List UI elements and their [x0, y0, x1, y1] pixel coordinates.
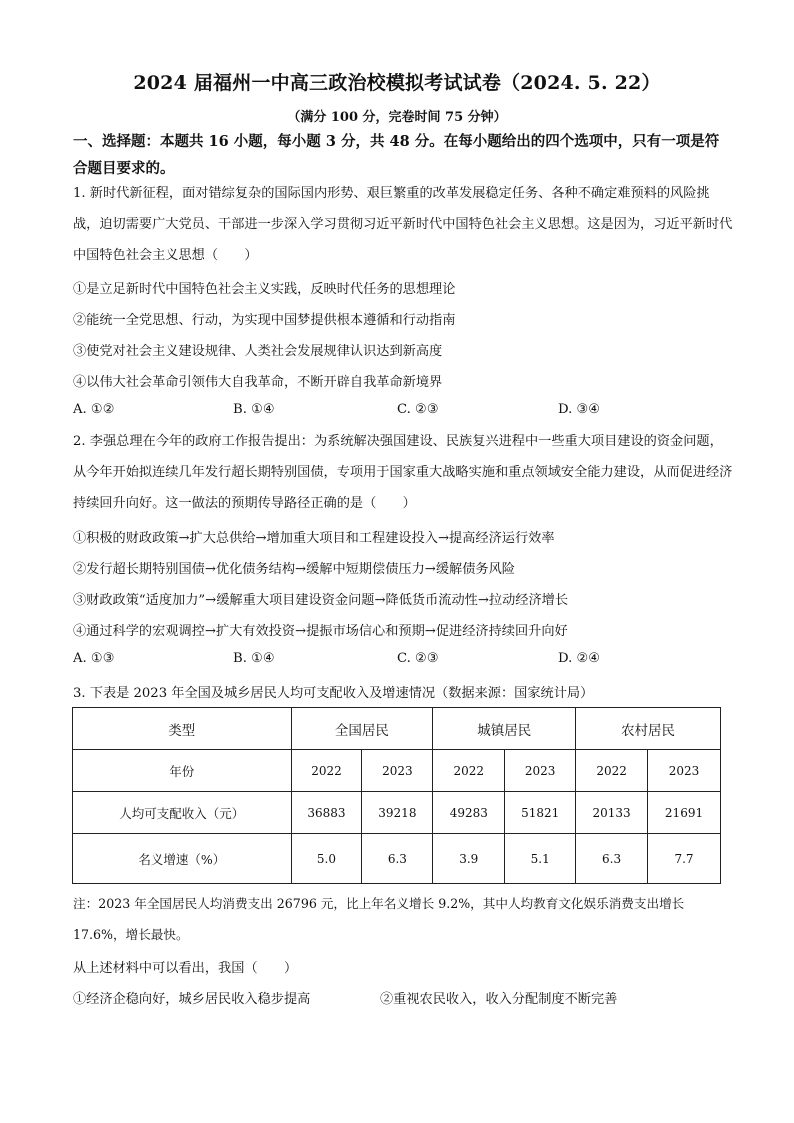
q3-stem: 3. 下表是 2023 年全国及城乡居民人均可支配收入及增速情况（数据来源：国家统计局） — [73, 686, 594, 701]
row-label-growth: 名义增速（%） — [73, 834, 292, 884]
income-table — [72, 707, 721, 884]
income-cell: 49283 — [433, 792, 505, 834]
q2-item-2: ②发行超长期特别国债→优化债务结构→缓解中短期偿债压力→缓解债务风险 — [73, 562, 515, 577]
q3-question: 从上述材料中可以看出，我国（ ） — [73, 961, 298, 976]
table-header-row — [73, 708, 721, 750]
header-urban: 城镇居民 — [433, 708, 576, 750]
q3-item-1: ①经济企稳向好，城乡居民收入稳步提高 — [73, 992, 311, 1007]
q1-stem: 1. 新时代新征程，面对错综复杂的国际国内形势、艰巨繁重的改革发展稳定任务、各种不确定难预料的风险挑战，迫切需要广大党员、干部进一步深入学习贯彻习近平新时代中国特色社会主义思想。这是因为，习近平新时代中国特色社会主义思想（ ） — [73, 186, 733, 263]
q2-stem: 2. 李强总理在今年的政府工作报告提出：为系统解决强国建设、民族复兴进程中一些重大项目建设的资金问题，从今年开始拟连续几年发行超长期特别国债，专项用于国家重大战略实施和重点领域安全能力建设，从而促进经济持续回升向好。这一做法的预期传导路径正确的是（ ） — [73, 434, 733, 511]
q1-item-3: ③使党对社会主义建设规律、人类社会发展规律认识达到新高度 — [73, 344, 443, 359]
page-title: 2024 届福州一中高三政治校模拟考试试卷（2024. 5. 22） — [133, 72, 661, 94]
header-type: 类型 — [73, 708, 292, 750]
growth-cell: 6.3 — [362, 834, 433, 884]
income-cell: 51821 — [505, 792, 576, 834]
growth-cell: 7.7 — [648, 834, 721, 884]
q2-option-d: D. ②④ — [558, 651, 601, 666]
year-cell: 2023 — [505, 750, 576, 792]
q2-item-1: ①积极的财政政策→扩大总供给→增加重大项目和工程建设投入→提高经济运行效率 — [73, 531, 555, 546]
year-cell: 2023 — [362, 750, 433, 792]
table-note: 注：2023 年全国居民人均消费支出 26796 元，比上年名义增长 9.2%，其中人均教育文化娱乐消费支出增长 17.6%，增长最快。 — [73, 896, 685, 942]
growth-cell: 5.0 — [291, 834, 362, 884]
table-row-growth — [73, 834, 721, 884]
growth-cell: 6.3 — [576, 834, 648, 884]
page-subtitle: （满分 100 分，完卷时间 75 分钟） — [287, 110, 507, 125]
income-cell: 36883 — [291, 792, 362, 834]
q1-option-c: C. ②③ — [397, 402, 439, 417]
table-row-year — [73, 750, 721, 792]
table-row-income — [73, 792, 721, 834]
q2-item-3: ③财政政策“适度加力”→缓解重大项目建设资金问题→降低货币流动性→拉动经济增长 — [73, 593, 569, 608]
year-cell: 2022 — [291, 750, 362, 792]
q1-item-4: ④以伟大社会革命引领伟大自我革命，不断开辟自我革命新境界 — [73, 375, 443, 390]
year-cell: 2022 — [433, 750, 505, 792]
q2-option-c: C. ②③ — [397, 651, 439, 666]
header-national: 全国居民 — [291, 708, 433, 750]
q1-option-b: B. ①④ — [233, 402, 275, 417]
q1-item-1: ①是立足新时代中国特色社会主义实践，反映时代任务的思想理论 — [73, 282, 456, 297]
row-label-income: 人均可支配收入（元） — [73, 792, 292, 834]
q2-option-b: B. ①④ — [233, 651, 275, 666]
q2-item-4: ④通过科学的宏观调控→扩大有效投资→提振市场信心和预期→促进经济持续回升向好 — [73, 624, 568, 639]
q1-option-d: D. ③④ — [558, 402, 601, 417]
year-cell: 2022 — [576, 750, 648, 792]
q1-option-a: A. ①② — [73, 402, 115, 417]
growth-cell: 3.9 — [433, 834, 505, 884]
q3-item-2: ②重视农民收入，收入分配制度不断完善 — [380, 992, 618, 1007]
header-rural: 农村居民 — [576, 708, 721, 750]
growth-cell: 5.1 — [505, 834, 576, 884]
income-cell: 21691 — [648, 792, 721, 834]
income-cell: 20133 — [576, 792, 648, 834]
income-cell: 39218 — [362, 792, 433, 834]
row-label-year: 年份 — [73, 750, 292, 792]
section-heading: 一、选择题：本题共 16 小题，每小题 3 分，共 48 分。在每小题给出的四个选项中，只有一项是符合题目要求的。 — [73, 133, 720, 177]
q2-option-a: A. ①③ — [73, 651, 115, 666]
q1-item-2: ②能统一全党思想、行动，为实现中国梦提供根本遵循和行动指南 — [73, 313, 456, 328]
year-cell: 2023 — [648, 750, 721, 792]
